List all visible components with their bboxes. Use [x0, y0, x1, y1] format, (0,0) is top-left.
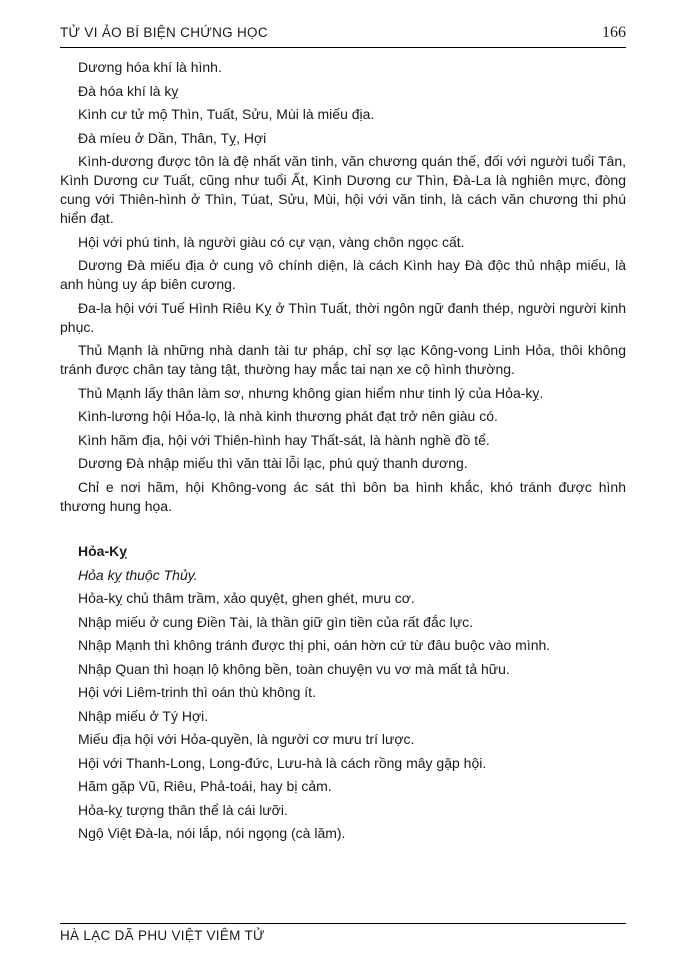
paragraph: Dương Đà miếu địa ở cung vô chính diện, là cách Kình hay Đà độc thủ nhập miếu, là anh hùng uy áp biên cương. [60, 257, 626, 292]
paragraph: Hỏa-kỵ chủ thâm trầm, xảo quyệt, ghen ghét, mưu cơ. [78, 590, 415, 606]
paragraph: Hãm gặp Vũ, Riêu, Phả-toái, hay bị cảm. [78, 778, 332, 794]
section-lead-italic: Hỏa kỵ thuộc Thủy. [78, 566, 198, 583]
paragraph: Hội với Liêm-trinh thì oán thù không ít. [78, 684, 316, 700]
header-rule [60, 24, 626, 48]
paragraph: Miếu địa hội với Hỏa-quyền, là người cơ mưu trí lược. [78, 731, 415, 747]
paragraph: Đa-la hội với Tuế Hình Riêu Kỵ ở Thìn Tuất, thời ngôn ngữ đanh thép, người người kinh phục. [60, 299, 626, 335]
paragraph: Thủ Mạnh lấy thân làm sơ, nhưng không gian hiểm như tinh lý của Hỏa-kỵ. [78, 384, 544, 401]
page-body [60, 58, 626, 848]
section-kinh-da [60, 58, 626, 516]
section-heading: Hỏa-Kỵ [78, 542, 128, 559]
paragraph: Kình-dương được tôn là đệ nhất văn tinh, văn chương quán thế, đối với người tuổi Tân, Kình Dương cư Tuất, cũng như tuổi Ất, Kình Dương cư Thìn, Đà-La là nghiên mực, đòng cung với Thiên-hình ở Thìn, Túat, Sửu, Mùi, hội với văn tinh, là cách văn chương thi phú hiển đạt. [60, 153, 626, 226]
paragraph: Kình-lương hội Hỏa-lọ, là nhà kinh thương phát đạt trở nên giàu có. [78, 408, 498, 424]
paragraph: Hội với Thanh-Long, Long-đức, Lưu-hà là cách rồng mây gặp hội. [78, 754, 487, 771]
page-number: 166 [602, 24, 626, 41]
book-title: TỬ VI ẢO BÍ BIỆN CHỨNG HỌC [60, 25, 268, 40]
paragraph: Hội với phú tinh, là người giàu có cự vạn, vàng chôn ngọc cất. [78, 233, 465, 250]
paragraph: Ngộ Việt Đà-la, nói lắp, nói ngọng (cà lăm). [78, 825, 346, 841]
paragraph: Chỉ e nơi hãm, hội Không-vong ác sát thì bôn ba hình khắc, khó tránh được hình thương hung họa. [60, 478, 626, 514]
paragraph: Nhập miếu ở cung Điền Tài, là thần giữ gìn tiền của rất đắc lực. [78, 613, 473, 630]
paragraph: Kình cư tử mộ Thìn, Tuất, Sửu, Mùi là miếu địa. [78, 106, 375, 122]
paragraph: Thủ Mạnh là những nhà danh tài tư pháp, chỉ sợ lạc Kông-vong Linh Hỏa, thôi không tránh được chân tay tàng tật, thường hay mắc tai nạn xe cộ hình thường. [60, 342, 626, 377]
paragraph: Hỏa-kỵ tượng thân thể là cái lưỡi. [78, 801, 288, 818]
section-hoa-ky-paragraphs [60, 589, 626, 843]
page-footer [60, 923, 626, 943]
paragraph: Đà hóa khí là kỵ [78, 82, 179, 99]
paragraph: Dương Đà nhập miếu thì văn ttài lỗi lạc, phú quý thanh dương. [78, 455, 468, 471]
footer-author: HÀ LẠC DÃ PHU VIỆT VIÊM TỬ [60, 928, 265, 943]
paragraph: Nhập miếu ở Tý Hợi. [78, 707, 209, 724]
page-header [60, 24, 626, 48]
paragraph: Nhập Quan thì hoạn lộ không bền, toàn chuyện vu vơ mà mất tả hữu. [78, 660, 510, 677]
paragraph: Nhập Mạnh thì không tránh được thị phi, oán hờn cứ từ đâu buộc vào mình. [78, 637, 551, 653]
paragraph: Dương hóa khí là hình. [78, 59, 222, 75]
section-hoa-ky [60, 542, 626, 844]
paragraph: Đà míeu ở Dần, Thân, Tỵ, Hợi [78, 129, 267, 146]
paragraph: Kình hãm địa, hội với Thiên-hình hay Thất-sát, là hành nghề đồ tể. [78, 431, 490, 448]
